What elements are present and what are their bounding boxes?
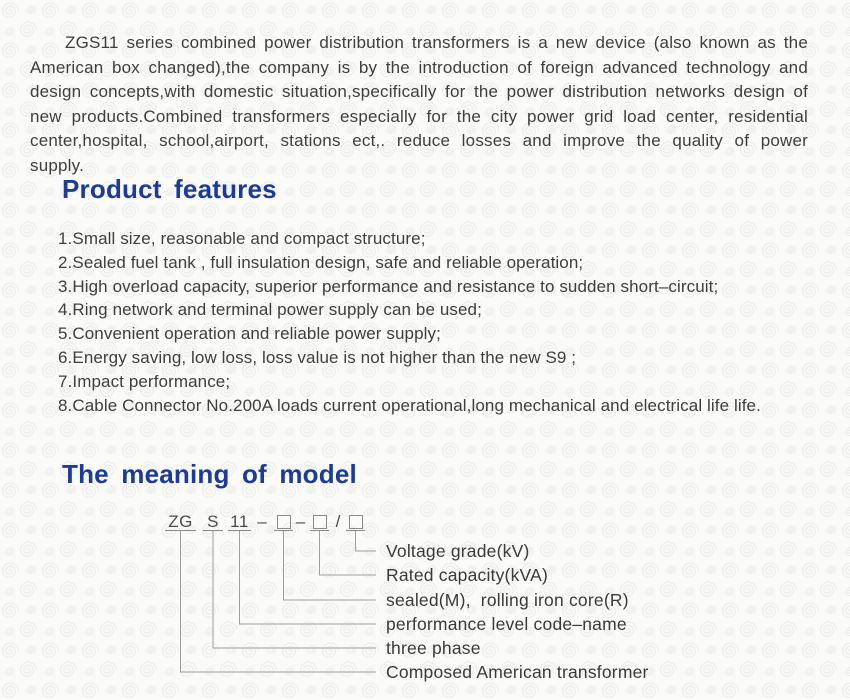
model-code-part-11: 11 [228,513,251,531]
model-code-dash: – [295,512,306,531]
model-label-rated-capacity: Rated capacity(kVA) [386,565,549,585]
model-label-voltage-grade: Voltage grade(kV) [386,541,530,561]
feature-item: 6.Energy saving, low loss, loss value is not higher than the new S9 ; [58,347,577,367]
model-label-performance-level: performance level code–name [386,614,627,634]
model-code-slash: / [335,512,341,531]
model-label-three-phase: three phase [386,638,481,658]
placeholder-square-icon [277,515,291,529]
model-placeholder-box [274,513,293,531]
feature-item: 7.Impact performance; [58,371,231,391]
model-code-part-zg: ZG [165,513,196,531]
placeholder-square-icon [349,515,363,529]
section-title-meaning-of-model: The meaning of model [62,459,357,489]
feature-list [58,227,828,417]
model-code-dash: – [257,512,267,531]
feature-item: 8.Cable Connector No.200A loads current operational,long mechanical and electrical life life. [58,395,761,415]
model-code-diagram [0,505,850,700]
feature-item: 1.Small size, reasonable and compact structure; [58,229,426,248]
model-placeholder-box [310,513,329,531]
feature-item: 5.Convenient operation and reliable power supply; [58,324,441,344]
model-label-composed-american: Composed American transformer [386,662,649,682]
feature-item: 2.Sealed fuel tank , full insulation design, safe and reliable operation; [58,252,584,272]
model-code-part-s: S [203,513,223,531]
placeholder-square-icon [313,515,327,529]
section-title-product-features: Product features [62,174,277,204]
model-placeholder-box [346,513,365,531]
intro-paragraph: ZGS11 series combined power distribution transformers is a new device (also known as the American box changed),the company is by the introduction of foreign advanced technology and design concepts,with domestic situation,specifically for the power distribution networks design of new products.Combined transformers especially for the city power grid load center, residential center,hospital, school,airport, stations ect,. reduce losses and improve the quality of power supply. [30,33,808,175]
feature-item: 4.Ring network and terminal power supply can be used; [58,300,482,320]
model-label-sealed-rolling-core: sealed(M), rolling iron core(R) [386,590,629,610]
feature-item: 3.High overload capacity, superior performance and resistance to sudden short–circuit; [58,276,719,296]
